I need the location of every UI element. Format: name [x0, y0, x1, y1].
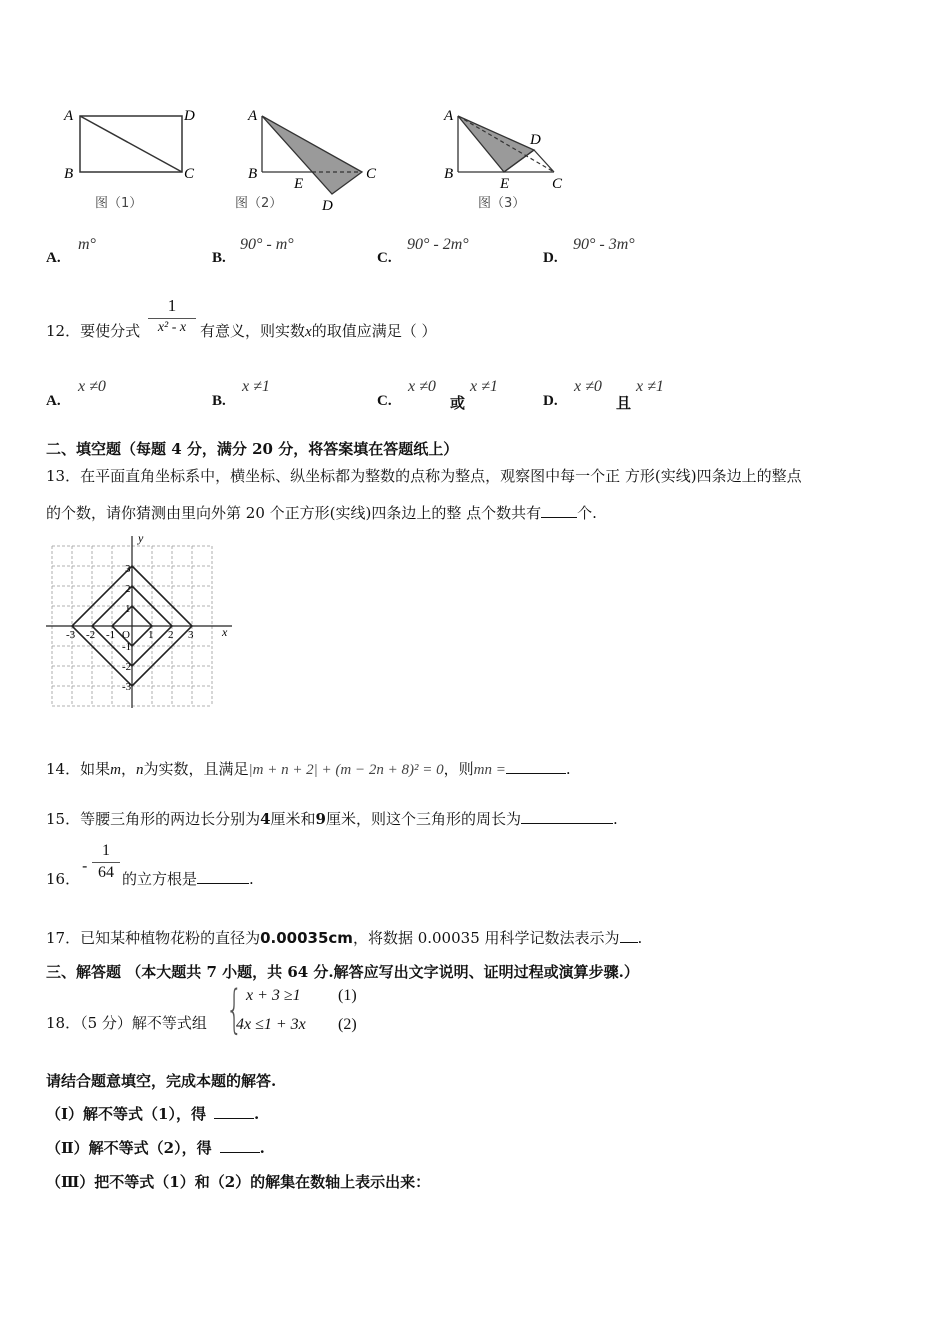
y-tick: 1 [125, 603, 131, 615]
section-2-title: 二、填空题（每题 4 分，满分 20 分，将答案填在答题纸上） [46, 440, 459, 458]
inequality-2-tag: (2) [338, 1016, 357, 1033]
section-3-title: 三、解答题 （本大题共 7 小题，共 64 分.解答应写出文字说明、证明过程或演算步骤.） [46, 963, 639, 981]
answer-blank[interactable] [214, 1104, 254, 1119]
option-a-label[interactable]: A. [46, 393, 61, 409]
answer-blank[interactable] [506, 759, 566, 774]
fraction-denominator: 64 [98, 864, 114, 881]
label-C: C [552, 176, 563, 192]
q13-line1: 13．在平面直角坐标系中，横坐标、纵坐标都为整数的点称为整点，观察图中每一个正 方形(实线)四条边上的整点 [46, 467, 802, 485]
label-A: A [248, 108, 258, 124]
step-2: （Ⅱ）解不等式（2），得 . [46, 1139, 265, 1157]
question-text: 有意义，则实数 [200, 322, 306, 340]
option-c-label[interactable]: C. [377, 250, 392, 266]
equation: |m + n + 2| + (m − 2n + 8)² = 0 [248, 762, 444, 778]
question-14: 14．如果m，n为实数，且满足|m + n + 2| + (m − 2n + 8)² = 0，则mn = . [46, 760, 571, 778]
label-B: B [248, 166, 258, 182]
left-brace: { [226, 980, 243, 1040]
option-c-value2: x ≠1 [470, 378, 498, 395]
inequality-2: 4x ≤1 + 3x [236, 1016, 306, 1033]
fraction-numerator: 1 [148, 296, 196, 319]
y-tick: 3 [125, 563, 131, 575]
fraction-denominator: x² - x [157, 320, 187, 335]
option-a-value: m° [78, 236, 96, 253]
variable-m: m [110, 762, 121, 778]
option-a-label[interactable]: A. [46, 250, 61, 266]
x-tick: 3 [188, 629, 194, 641]
fraction-numerator: 1 [92, 842, 120, 863]
fraction [92, 842, 120, 882]
answer-blank[interactable] [197, 869, 249, 884]
diameter-value: 0.00035cm [260, 929, 353, 947]
answer-blank[interactable] [220, 1138, 260, 1153]
option-c-conj: 或 [450, 394, 466, 412]
y-tick: -3 [122, 681, 132, 693]
instruction: 请结合题意填空，完成本题的解答. [46, 1072, 277, 1090]
question-number: 16． [46, 870, 81, 888]
label-C: C [184, 166, 195, 182]
figure-1 [60, 100, 210, 220]
fraction [148, 296, 196, 336]
label-A: A [64, 108, 74, 124]
inequality-1: x + 3 ≥1 [246, 987, 301, 1004]
answer-blank[interactable] [521, 809, 613, 824]
label-D: D [322, 198, 333, 214]
label-B: B [64, 166, 74, 182]
label-B: B [444, 166, 454, 182]
option-a-value: x ≠0 [78, 378, 106, 395]
option-c-value: 90° - 2m° [407, 236, 469, 253]
label-E: E [500, 176, 510, 192]
label-C: C [366, 166, 377, 182]
q18-prefix: 18．（5 分）解不等式组 [46, 1014, 207, 1032]
y-axis-label: y [138, 531, 144, 545]
q13-line2: 的个数，请你猜测由里向外第 20 个正方形(实线)四条边上的整 点个数共有 [46, 504, 542, 522]
x-tick: 2 [168, 629, 174, 641]
label-D: D [184, 108, 195, 124]
question-number: 14． [46, 760, 81, 778]
y-tick: -2 [122, 661, 132, 673]
figure-2 [232, 100, 392, 220]
question-15: 15．等腰三角形的两边长分别为4厘米和9厘米，则这个三角形的周长为 . [46, 810, 618, 828]
y-tick: -1 [122, 641, 132, 653]
question-number: 12． [46, 322, 81, 340]
answer-blank[interactable] [620, 928, 638, 943]
step-1: （Ⅰ）解不等式（1），得 . [46, 1105, 260, 1123]
option-d-value: x ≠0 [574, 378, 602, 395]
figure-caption: 图（2） [235, 196, 283, 211]
y-tick: 2 [125, 583, 131, 595]
question-text: 的取值应满足（ ） [311, 322, 437, 340]
answer-blank[interactable] [541, 503, 577, 518]
mn-expr: mn = [473, 762, 506, 778]
x-axis-label: x [222, 625, 228, 639]
inequality-1-tag: (1) [338, 987, 357, 1004]
variable-n: n [135, 762, 144, 778]
minus-sign: - [82, 856, 88, 875]
option-c-label[interactable]: C. [377, 393, 392, 409]
step-3: （Ⅲ）把不等式（1）和（2）的解集在数轴上表示出来： [46, 1173, 431, 1191]
option-d-value2: x ≠1 [636, 378, 664, 395]
label-D: D [530, 132, 541, 148]
variable-x: x [305, 324, 312, 340]
option-b-label[interactable]: B. [212, 250, 226, 266]
option-c-value: x ≠0 [408, 378, 436, 395]
figure-caption: 图（3） [478, 196, 526, 211]
option-b-value: 90° - m° [240, 236, 294, 253]
option-d-label[interactable]: D. [543, 393, 558, 409]
origin-label: O [122, 629, 130, 641]
label-A: A [444, 108, 454, 124]
x-tick: -3 [66, 629, 76, 641]
option-d-conj: 且 [616, 394, 632, 412]
coordinate-graph [42, 530, 242, 714]
label-E: E [294, 176, 304, 192]
question-text: 要使分式 [80, 322, 141, 340]
x-tick: -2 [86, 629, 96, 641]
figure-caption: 图（1） [95, 196, 143, 211]
x-tick: -1 [106, 629, 116, 641]
option-b-value: x ≠1 [242, 378, 270, 395]
x-tick: 1 [148, 629, 154, 641]
option-d-label[interactable]: D. [543, 250, 558, 266]
question-17: 17．已知某种植物花粉的直径为0.00035cm，将数据 0.00035 用科学记数法表示为 . [46, 929, 643, 947]
figure-3 [438, 100, 588, 220]
q13-line2-end: 个. [577, 504, 597, 522]
option-d-value: 90° - 3m° [573, 236, 635, 253]
option-b-label[interactable]: B. [212, 393, 226, 409]
